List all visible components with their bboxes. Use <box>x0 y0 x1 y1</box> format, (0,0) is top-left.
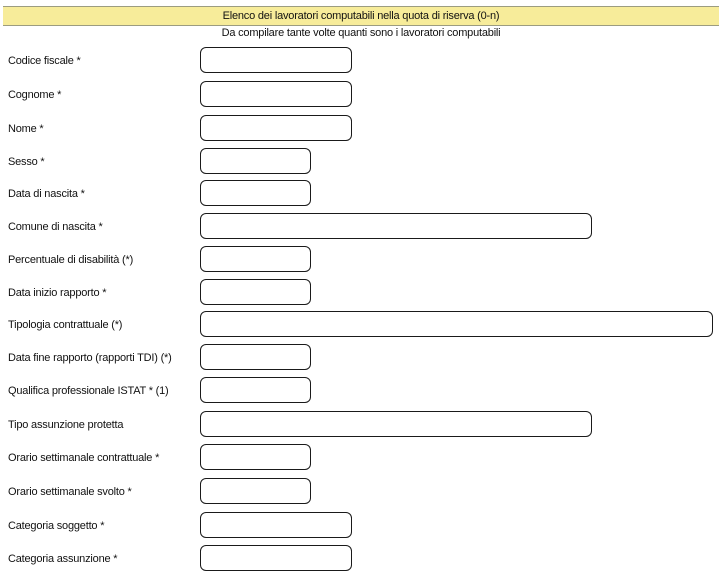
data-fine-rapporto-input[interactable] <box>200 344 311 370</box>
form-subtitle: Da compilare tante volte quanti sono i lavoratori computabili <box>221 27 501 39</box>
form-title: Elenco dei lavoratori computabili nella quota di riserva (0-n) <box>222 10 500 22</box>
cognome-input[interactable] <box>200 81 352 107</box>
categoria-assunzione-input[interactable] <box>200 545 352 571</box>
data-inizio-rapporto-input[interactable] <box>200 279 311 305</box>
codice-fiscale-label: Codice fiscale * <box>8 55 81 67</box>
row-percentuale-disabilita <box>0 246 721 274</box>
tipo-assunzione-protetta-input[interactable] <box>200 411 592 437</box>
codice-fiscale-input[interactable] <box>200 47 352 73</box>
row-orario-settimanale-contrattuale <box>0 444 721 472</box>
row-nome <box>0 115 721 143</box>
row-tipo-assunzione-protetta <box>0 411 721 439</box>
orario-settimanale-contrattuale-label: Orario settimanale contrattuale * <box>8 452 160 464</box>
row-orario-settimanale-svolto <box>0 478 721 506</box>
form-title-bar <box>3 6 719 26</box>
tipologia-contrattuale-label: Tipologia contrattuale (*) <box>8 319 123 331</box>
comune-di-nascita-label: Comune di nascita * <box>8 221 103 233</box>
orario-settimanale-contrattuale-input[interactable] <box>200 444 311 470</box>
qualifica-professionale-label: Qualifica professionale ISTAT * (1) <box>8 385 169 397</box>
comune-di-nascita-input[interactable] <box>200 213 592 239</box>
categoria-assunzione-label: Categoria assunzione * <box>8 553 118 565</box>
categoria-soggetto-input[interactable] <box>200 512 352 538</box>
categoria-soggetto-label: Categoria soggetto * <box>8 520 105 532</box>
row-comune-di-nascita <box>0 213 721 241</box>
row-tipologia-contrattuale <box>0 311 721 339</box>
row-cognome <box>0 81 721 109</box>
row-qualifica-professionale <box>0 377 721 405</box>
qualifica-professionale-input[interactable] <box>200 377 311 403</box>
row-codice-fiscale <box>0 47 721 75</box>
orario-settimanale-svolto-label: Orario settimanale svolto * <box>8 486 132 498</box>
nome-label: Nome * <box>8 123 44 135</box>
data-inizio-rapporto-label: Data inizio rapporto * <box>8 287 107 299</box>
row-categoria-assunzione <box>0 545 721 573</box>
row-data-inizio-rapporto <box>0 279 721 307</box>
row-categoria-soggetto <box>0 512 721 540</box>
sesso-label: Sesso * <box>8 156 45 168</box>
cognome-label: Cognome * <box>8 89 62 101</box>
tipo-assunzione-protetta-label: Tipo assunzione protetta <box>8 419 124 431</box>
sesso-input[interactable] <box>200 148 311 174</box>
nome-input[interactable] <box>200 115 352 141</box>
tipologia-contrattuale-input[interactable] <box>200 311 713 337</box>
data-di-nascita-input[interactable] <box>200 180 311 206</box>
row-data-fine-rapporto <box>0 344 721 372</box>
percentuale-disabilita-input[interactable] <box>200 246 311 272</box>
row-sesso <box>0 148 721 176</box>
data-fine-rapporto-label: Data fine rapporto (rapporti TDI) (*) <box>8 352 172 364</box>
data-di-nascita-label: Data di nascita * <box>8 188 85 200</box>
orario-settimanale-svolto-input[interactable] <box>200 478 311 504</box>
row-data-di-nascita <box>0 180 721 208</box>
percentuale-disabilita-label: Percentuale di disabilità (*) <box>8 254 134 266</box>
